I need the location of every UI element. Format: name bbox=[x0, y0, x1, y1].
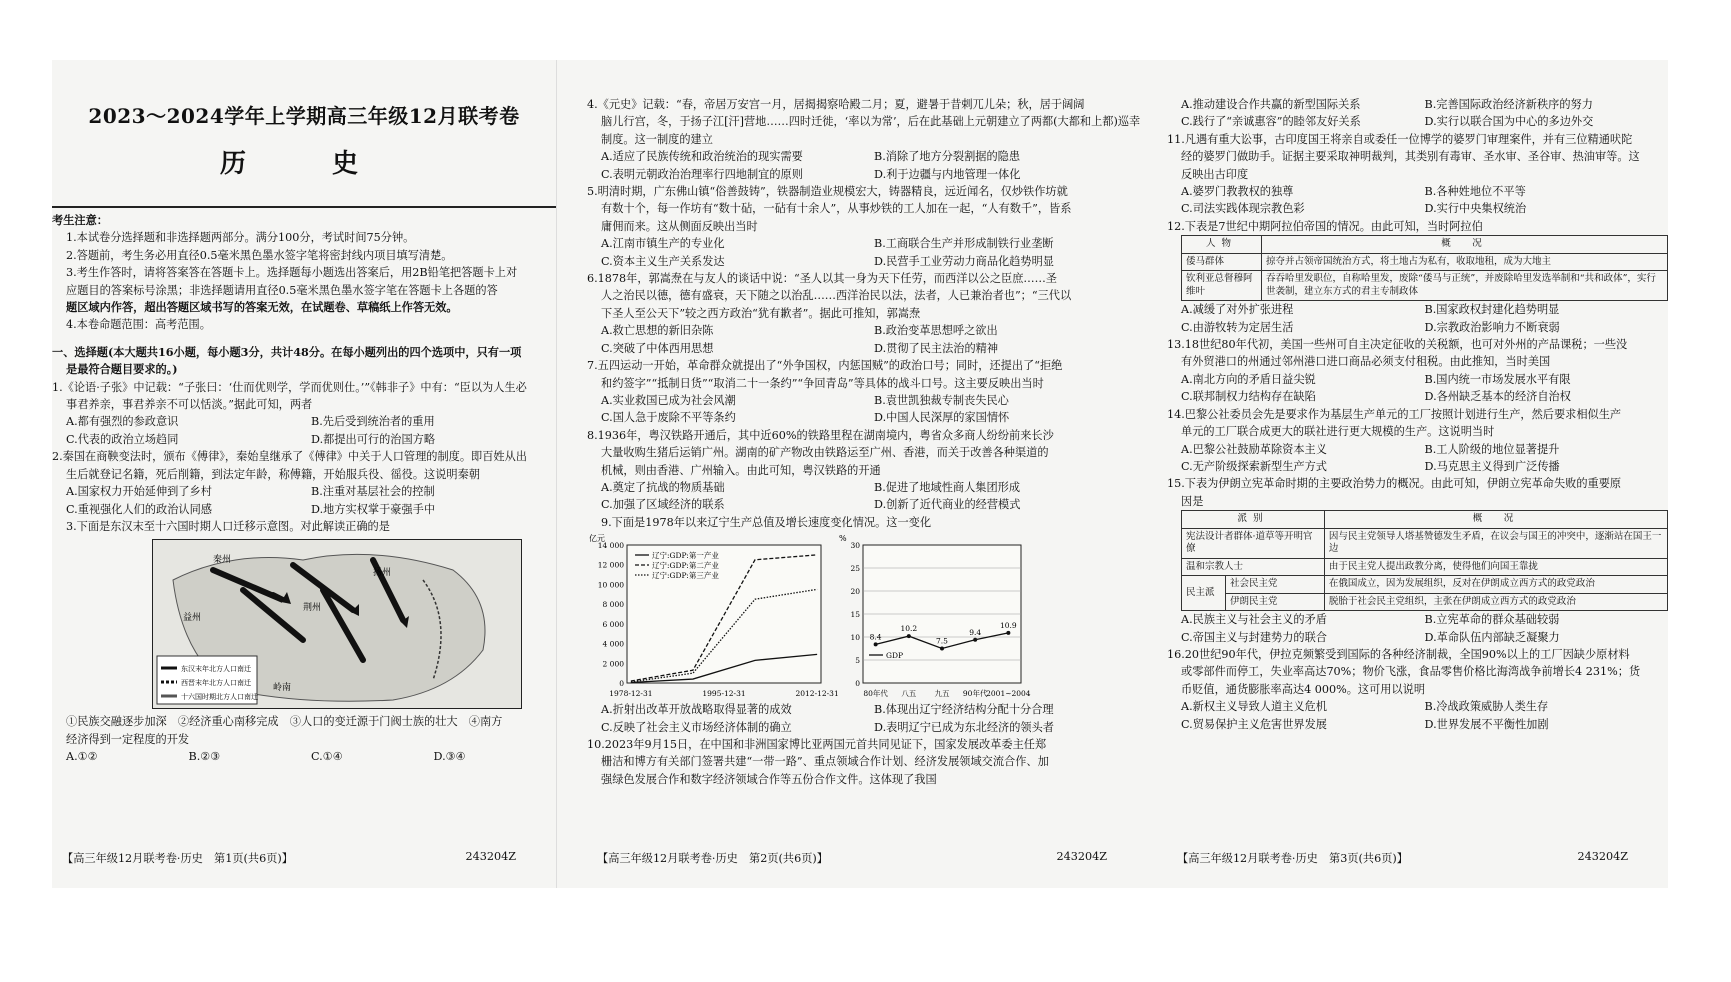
y-tick-label: 10 bbox=[850, 633, 860, 643]
question-text: 下圣人至公天下”较之西方政治“犹有歉者”。据此可推知，郭嵩焘 bbox=[601, 306, 921, 320]
y-tick-label: 14 000 bbox=[597, 541, 624, 551]
option-b: B.体现出辽宁经济结构分配十分合理 bbox=[874, 703, 1054, 717]
data-label: 10.2 bbox=[900, 624, 918, 634]
table-row bbox=[1182, 558, 1668, 576]
table-cell: 倭马群体 bbox=[1182, 253, 1262, 271]
option-c: C.司法实践体现宗教色彩 bbox=[1181, 202, 1305, 216]
notice-item: 应题目的答案标号涂黑；非选择题请用直径0.5毫米黑色墨水签字笔在答题卡上各题的答 bbox=[66, 283, 498, 297]
question-4 bbox=[587, 96, 1147, 183]
question-text: 和约签字”“抵制日货”“取消二十一条约”“争回青岛”等具体的战斗口号。这主要反映出当时 bbox=[601, 376, 1044, 390]
option-d: D.马克思主义得到广泛传播 bbox=[1424, 459, 1560, 473]
options bbox=[587, 392, 1147, 427]
options bbox=[587, 148, 1147, 183]
question-text: 大量收购生猪后运销广州。湖南的矿产物改由铁路运至广州、香港，而关于改善各种渠道的 bbox=[601, 446, 1049, 460]
option-c: C.由游牧转为定居生活 bbox=[1181, 320, 1294, 334]
options bbox=[587, 235, 1147, 270]
page-footer bbox=[52, 850, 556, 866]
question-text: 8.1936年，粤汉铁路开通后，其中近60%的铁路里程在湖南境内，粤省众多商人纷纷前来长沙 bbox=[587, 428, 1054, 442]
option-d: D.世界发展不平衡性加剧 bbox=[1424, 717, 1549, 731]
gdp-sector-chart bbox=[587, 531, 839, 701]
paper-code: 243204Z bbox=[1577, 850, 1628, 863]
option-b: B.工商联合生产并形成制铁行业垄断 bbox=[874, 237, 1054, 251]
y-tick-label: 0 bbox=[855, 679, 860, 689]
options bbox=[587, 701, 1147, 736]
option-b: B.消除了地方分裂割据的隐患 bbox=[874, 150, 1021, 164]
question-text: 15.下表为伊朗立宪革命时期的主要政治势力的概况。由此可知，伊朗立宪革命失败的重要原 bbox=[1167, 477, 1622, 491]
question-text: 12.下表是7世纪中期阿拉伯帝国的情况。由此可知，当时阿拉伯 bbox=[1167, 219, 1483, 233]
question-text: 1.《论语·子张》中记载：“子张曰：‘仕而优则学，学而优则仕。’”《韩非子》中有：“臣以为人生必 bbox=[52, 380, 527, 394]
x-tick-label: 2001~2004 bbox=[986, 689, 1031, 699]
data-point bbox=[940, 647, 944, 651]
table-cell: 伊朗民主党 bbox=[1226, 593, 1325, 611]
options bbox=[1167, 698, 1668, 733]
option-c: C.国人急于废除不平等条约 bbox=[601, 411, 736, 425]
x-tick-label: 1995-12-31 bbox=[702, 689, 746, 699]
question-text: 单元的工厂联合成更大的联社进行更大规模的生产。这说明当时 bbox=[1181, 425, 1495, 439]
question-text: 2.秦国在商鞅变法时，颁布《傅律》，秦始皇继承了《傅律》中关于人口管理的制度。即百姓从出 bbox=[52, 450, 527, 464]
y-tick-label: 5 bbox=[855, 656, 860, 666]
x-tick-label: 2012-12-31 bbox=[795, 689, 839, 699]
question-text: 有数十个，每一作坊有“数十砧，一砧有十余人”，从事炒铁的工人加在一起，“人有数千”，皆系 bbox=[601, 202, 1072, 216]
question-text: 制度。这一制度的建立 bbox=[601, 132, 713, 146]
notice-item: 3.考生作答时，请将答案答在答题卡上。选择题每小题选出答案后，用2B铅笔把答题卡上对 bbox=[66, 266, 518, 280]
question-text: 人之治民以德，德有盛衰，天下随之以治乱……西洋治民以法，法者，人已兼治者也”；“三代以 bbox=[601, 289, 1072, 303]
option-b: B.促进了地域性商人集团形成 bbox=[874, 480, 1021, 494]
notice-item: 题区域内作答，超出答题区域书写的答案无效，在试题卷、草稿纸上作答无效。 bbox=[66, 300, 458, 315]
table-header: 概 况 bbox=[1262, 236, 1668, 254]
table-wrapper bbox=[1167, 510, 1668, 611]
option-d: D.③④ bbox=[433, 750, 466, 764]
question-text: 反映出古印度 bbox=[1181, 167, 1249, 181]
notice-title: 考生注意： bbox=[52, 213, 108, 227]
page-footer bbox=[587, 850, 1147, 866]
question-text: 4.《元史》记载：“春，帝居万安宫一月，居揭揭察哈殿二月；夏，避暑于昔剌兀儿朵；秋，居于阔阔 bbox=[587, 98, 1085, 111]
question-3 bbox=[52, 518, 556, 766]
question-text: 或零部件而停工，失业率高达70%；物价飞涨，食品零售价格比海湾战争前增长4 231%；货 bbox=[1181, 665, 1641, 679]
option-d: D.创新了近代商业的经营模式 bbox=[874, 498, 1021, 512]
data-point bbox=[973, 638, 977, 642]
question-5 bbox=[587, 183, 1147, 270]
table-row bbox=[1182, 253, 1668, 271]
x-tick-label: 90年代 bbox=[962, 689, 988, 699]
legend-label: 西晋末年北方人口南迁 bbox=[181, 679, 251, 688]
table-header: 概 况 bbox=[1324, 511, 1667, 529]
option-b: B.国内统一市场发展水平有限 bbox=[1424, 372, 1571, 386]
option-b: B.冷战政策威胁人类生存 bbox=[1424, 700, 1549, 714]
table-cell: 民主派 bbox=[1182, 576, 1226, 611]
data-label: 7.5 bbox=[936, 636, 948, 646]
question-items: ①民族交融逐步加深 ②经济重心南移完成 ③人口的变迁源于门阀士族的壮大 ④南方 bbox=[66, 715, 503, 729]
y-tick-label: 0 bbox=[619, 679, 624, 689]
exam-title: 2023～2024学年上学期高三年级12月联考卷 bbox=[88, 104, 520, 128]
section-heading: 一、选择题(本大题共16小题，每小题3分，共计48分。在每小题列出的四个选项中，只有一项 bbox=[52, 344, 522, 359]
section-heading-cont: 是最符合题目要求的。) bbox=[66, 362, 178, 377]
map-label: 岭南 bbox=[273, 683, 292, 694]
options bbox=[1167, 611, 1668, 646]
question-16 bbox=[1167, 646, 1668, 733]
question-text: 7.五四运动一开始，革命群众就提出了“外争国权，内惩国贼”的政治口号；同时，还提出了“拒绝 bbox=[587, 359, 1063, 373]
options bbox=[587, 479, 1147, 514]
option-a: A.折射出改革开放战略取得显著的成效 bbox=[601, 703, 792, 717]
map-graphic bbox=[153, 540, 521, 708]
question-text: 有外贸港口的州通过邻州港口进口商品必须支付租税。由此推知，当时美国 bbox=[1181, 355, 1551, 369]
x-tick-label: 1978-12-31 bbox=[609, 689, 653, 699]
option-d: D.表明辽宁已成为东北经济的领头者 bbox=[874, 720, 1054, 734]
question-10 bbox=[587, 736, 1147, 788]
legend-label: 东汉末年北方人口南迁 bbox=[181, 665, 251, 674]
table-cell: 宪法设计者群体·道草等开明官僚 bbox=[1182, 528, 1325, 558]
option-b: B.先后受到统治者的重用 bbox=[311, 415, 435, 429]
table-header-row bbox=[1182, 236, 1668, 254]
option-a: A.奠定了抗战的物质基础 bbox=[601, 480, 725, 494]
question-text: 脑儿行宫，冬，于扬子江[汗]营地……四时迁徙，‘率以为常’，后在此基础上元朝建立了两都(大都和上都)巡幸 bbox=[601, 115, 1141, 129]
subject-title: 历 史 bbox=[219, 149, 388, 179]
option-c: C.联邦制权力结构存在缺陷 bbox=[1181, 390, 1316, 404]
page-3 bbox=[1167, 60, 1668, 888]
data-point bbox=[1006, 631, 1010, 635]
table-row bbox=[1182, 271, 1668, 301]
y-tick-label: 12 000 bbox=[597, 560, 624, 570]
question-text: 5.明清时期，广东佛山镇“俗善鼓铸”，铁器制造业规模宏大，铸器精良，远近闻名，仅炒铁作坊就 bbox=[587, 185, 1068, 199]
data-point bbox=[907, 634, 911, 638]
table-cell: 温和宗教人士 bbox=[1182, 558, 1325, 576]
x-tick-label: 80年代 bbox=[863, 689, 888, 699]
option-a: A.新权主义导致人道主义危机 bbox=[1181, 700, 1327, 714]
option-a: A.南北方向的矛盾日益尖锐 bbox=[1181, 372, 1316, 386]
question-1 bbox=[52, 379, 556, 449]
q12-table bbox=[1181, 235, 1668, 301]
y-tick-label: 4 000 bbox=[602, 639, 624, 649]
notice-list bbox=[52, 229, 556, 333]
table-cell: 掠夺并占领帝国统治方式，将土地占为私有，收取地租，成为大地主 bbox=[1262, 253, 1668, 271]
option-c: C.践行了“亲诚惠容”的睦邻友好关系 bbox=[1181, 115, 1361, 129]
notice-item: 1.本试卷分选择题和非选择题两部分。满分100分，考试时间75分钟。 bbox=[66, 231, 415, 245]
option-b: B.袁世凯独裁专制丧失民心 bbox=[874, 393, 1009, 407]
table-cell: 由于民主党人提出政教分离，使得他们向国王靠拢 bbox=[1324, 558, 1667, 576]
option-c: C.代表的政治立场趋同 bbox=[66, 432, 179, 446]
y-tick-label: 10 000 bbox=[597, 580, 624, 590]
option-c: C.突破了中体西用思想 bbox=[601, 341, 714, 355]
option-b: B.②③ bbox=[188, 750, 221, 764]
y-tick-label: 30 bbox=[850, 541, 860, 551]
option-a: A.实业救国已成为社会风潮 bbox=[601, 393, 736, 407]
paper-code: 243204Z bbox=[1056, 850, 1107, 863]
option-d: D.革命队伍内部缺乏凝聚力 bbox=[1424, 630, 1560, 644]
option-d: D.宗教政治影响力不断衰弱 bbox=[1424, 320, 1560, 334]
question-14 bbox=[1167, 406, 1668, 476]
map-label: 扬州 bbox=[373, 568, 392, 579]
option-c: C.帝国主义与封建势力的联合 bbox=[1181, 630, 1327, 644]
y-tick-label: 8 000 bbox=[602, 600, 624, 610]
option-d: D.都提出可行的治国方略 bbox=[311, 432, 436, 446]
option-b: B.工人阶级的地位显著提升 bbox=[1424, 442, 1560, 456]
question-8 bbox=[587, 427, 1147, 514]
options bbox=[52, 413, 556, 448]
exam-paper bbox=[52, 60, 1668, 888]
table-cell: 脱胎于社会民主党组织，主张在伊朗成立西方式的政党政治 bbox=[1324, 593, 1667, 611]
footer-label: 【高三年级12月联考卷·历史 第2页(共6页)】 bbox=[597, 852, 828, 865]
table-row bbox=[1182, 576, 1668, 594]
legend-label: 辽宁:GDP:第一产业 bbox=[652, 551, 719, 561]
y-tick-label: 6 000 bbox=[602, 620, 624, 630]
option-b: B.国家政权封建化趋势明显 bbox=[1424, 303, 1560, 317]
table-cell: 社会民主党 bbox=[1226, 576, 1325, 594]
question-text: 16.20世纪90年代，伊拉克频繁受到国际的各种经济制裁，全国90%以上的工厂因缺少原材料 bbox=[1167, 647, 1630, 661]
option-c: C.资本主义生产关系发达 bbox=[601, 254, 725, 268]
option-b: B.立宪革命的群众基础较弱 bbox=[1424, 613, 1560, 627]
option-c: C.表明元朝政治治理率行四地制宜的原则 bbox=[601, 167, 803, 181]
option-c: C.①④ bbox=[311, 750, 343, 764]
y-tick-label: 20 bbox=[850, 587, 860, 597]
question-text: 经的婆罗门做助手。证据主要采取神明裁判，其类别有毒审、圣水审、圣谷审、热油审等。这 bbox=[1181, 150, 1640, 164]
table-header: 人物 bbox=[1182, 236, 1262, 254]
option-d: D.地方实权掌于豪强手中 bbox=[311, 502, 436, 516]
map-label: 荆州 bbox=[303, 603, 322, 614]
notice-item: 2.答题前，考生务必用直径0.5毫米黑色墨水签字笔将密封线内项目填写清楚。 bbox=[66, 248, 453, 262]
option-d: D.实行中央集权统治 bbox=[1424, 202, 1527, 216]
options bbox=[1167, 371, 1668, 406]
option-c: C.反映了社会主义市场经济体制的确立 bbox=[601, 720, 792, 734]
options bbox=[1167, 301, 1668, 336]
page-1 bbox=[52, 60, 557, 888]
question-text: 3.下面是东汉末至十六国时期人口迁移示意图。对此解读正确的是 bbox=[66, 519, 390, 533]
table-row bbox=[1182, 593, 1668, 611]
question-text: 14.巴黎公社委员会先是要求作为基层生产单元的工厂按照计划进行生产，然后要求相似生产 bbox=[1167, 407, 1622, 421]
table-cell: 因与民主党领导人塔基赞德发生矛盾，在议会与国王的冲突中，逐渐站在国王一边 bbox=[1324, 528, 1667, 558]
option-a: A.推动建设合作共赢的新型国际关系 bbox=[1181, 98, 1361, 111]
table-header: 派别 bbox=[1182, 511, 1325, 529]
options bbox=[52, 748, 556, 765]
chart-area bbox=[587, 531, 1147, 701]
question-items: 经济得到一定程度的开发 bbox=[66, 732, 190, 746]
question-text: 机械，则由香港、广州输入。由此可知，粤汉铁路的开通 bbox=[601, 463, 881, 477]
page-footer bbox=[1167, 850, 1668, 866]
option-b: B.注重对基层社会的控制 bbox=[311, 485, 435, 499]
question-text: 生后就登记名籍，死后削籍，到法定年龄，称傅籍，开始服兵役、徭役。这说明秦朝 bbox=[66, 467, 480, 481]
footer-label: 【高三年级12月联考卷·历史 第3页(共6页)】 bbox=[1177, 852, 1408, 865]
question-10-options bbox=[1167, 96, 1668, 131]
option-a: A.江南市镇生产的专业化 bbox=[601, 237, 725, 251]
y-axis-label: 亿元 bbox=[589, 534, 605, 544]
data-label: 8.4 bbox=[869, 632, 882, 642]
question-13 bbox=[1167, 336, 1668, 406]
notice-item: 4.本卷命题范围：高考范围。 bbox=[66, 318, 211, 332]
question-text: 币贬值，通货膨胀率高达4 000%。这可用以说明 bbox=[1181, 682, 1426, 696]
question-2 bbox=[52, 448, 556, 518]
x-tick-label: 八五 bbox=[901, 689, 917, 699]
option-d: D.中国人民深厚的家国情怀 bbox=[874, 411, 1010, 425]
option-a: A.巴黎公社鼓励革除资本主义 bbox=[1181, 442, 1327, 456]
option-b: B.各种姓地位不平等 bbox=[1424, 185, 1526, 199]
question-text: 栅洁和博方有关部门签署共建“一带一路”、重点领域合作计划、经济发展领域交流合作、加 bbox=[601, 755, 1049, 769]
page-2 bbox=[587, 60, 1147, 888]
legend-label: 十六国时期北方人口南迁 bbox=[181, 693, 258, 702]
option-b: B.政治变革思想呼之欲出 bbox=[874, 324, 998, 338]
option-c: C.贸易保护主义危害世界发展 bbox=[1181, 717, 1327, 731]
paper-code: 243204Z bbox=[465, 850, 516, 863]
question-text: 因是 bbox=[1181, 494, 1204, 508]
question-9 bbox=[587, 514, 1147, 736]
question-11 bbox=[1167, 131, 1668, 218]
question-text: 6.1878年，郭嵩焘在与友人的谈话中说：“圣人以其一身为天下任劳，而西洋以公之臣庶……圣 bbox=[587, 272, 1057, 286]
option-d: D.贯彻了民主法治的精神 bbox=[874, 341, 999, 355]
data-label: 10.9 bbox=[1000, 621, 1017, 631]
question-text: 强绿色发展合作和数字经济领域合作等五份合作文件。这体现了我国 bbox=[601, 772, 937, 786]
option-c: C.重视强化人们的政治认同感 bbox=[66, 502, 212, 516]
legend-label: 辽宁:GDP:第三产业 bbox=[652, 571, 719, 581]
question-7 bbox=[587, 357, 1147, 427]
option-d: D.实行以联合国为中心的多边外交 bbox=[1424, 115, 1594, 129]
option-c: C.无产阶级探索新型生产方式 bbox=[1181, 459, 1327, 473]
table-row bbox=[1182, 528, 1668, 558]
y-tick-label: 25 bbox=[850, 564, 860, 574]
data-label: 9.4 bbox=[969, 627, 982, 637]
title-divider bbox=[52, 206, 556, 208]
options bbox=[52, 483, 556, 518]
options bbox=[1167, 183, 1668, 218]
question-text: 事君养亲，事君养亲不可以恬淡。”据此可知，两者 bbox=[66, 398, 313, 412]
option-c: C.加强了区域经济的联系 bbox=[601, 498, 725, 512]
table-header-row bbox=[1182, 511, 1668, 529]
data-point bbox=[874, 643, 878, 647]
x-tick-label: 九五 bbox=[934, 689, 950, 699]
question-12 bbox=[1167, 218, 1668, 336]
option-b: B.完善国际政治经济新秩序的努力 bbox=[1424, 98, 1593, 111]
question-text: 10.2023年9月15日，在中国和非洲国家博比亚两国元首共同见证下，国家发展改革委主任郑 bbox=[587, 737, 1047, 751]
options bbox=[587, 322, 1147, 357]
option-a: A.①② bbox=[66, 750, 98, 764]
legend-label: GDP bbox=[886, 651, 904, 661]
y-tick-label: 15 bbox=[850, 610, 860, 620]
option-a: A.国家权力开始延伸到了乡村 bbox=[66, 485, 212, 499]
option-a: A.都有强烈的参政意识 bbox=[66, 415, 179, 429]
table-cell: 钦利亚总督穆阿维叶 bbox=[1182, 271, 1262, 301]
gdp-growth-chart bbox=[837, 531, 1031, 701]
footer-label: 【高三年级12月联考卷·历史 第1页(共6页)】 bbox=[62, 852, 293, 865]
question-6 bbox=[587, 270, 1147, 357]
q15-table bbox=[1181, 510, 1668, 611]
option-a: A.减缓了对外扩张进程 bbox=[1181, 303, 1294, 317]
option-d: D.各州缺乏基本的经济自治权 bbox=[1424, 390, 1571, 404]
map-label: 益州 bbox=[183, 613, 202, 624]
map-label: 秦州 bbox=[213, 555, 232, 566]
table-cell: 吞吞哈里发职位，自称哈里发，废除“倭马与正统”，并废除哈里发选举制和“共和政体”，实行世袭制，建立东方式的君主专制政体 bbox=[1262, 271, 1668, 301]
option-d: D.民营手工业劳动力商品化趋势明显 bbox=[874, 254, 1054, 268]
question-text: 11.凡遇有重大讼事，古印度国王将亲自或委任一位博学的婆罗门审理案件，并有三位精通吠陀 bbox=[1167, 132, 1633, 146]
table-wrapper bbox=[1167, 235, 1668, 301]
y-tick-label: 2 000 bbox=[602, 659, 624, 669]
question-text: 9.下面是1978年以来辽宁生产总值及增长速度变化情况。这一变化 bbox=[601, 515, 932, 529]
legend-label: 辽宁:GDP:第二产业 bbox=[652, 561, 719, 571]
options bbox=[1167, 441, 1668, 476]
option-d: D.利于边疆与内地管理一体化 bbox=[874, 167, 1021, 181]
question-text: 13.18世纪80年代初，美国一些州可自主决定征收的关税额，也可对外州的产品课税；一些没 bbox=[1167, 338, 1628, 352]
migration-map bbox=[152, 539, 522, 709]
option-a: A.救亡思想的新旧杂陈 bbox=[601, 324, 714, 338]
option-a: A.婆罗门教教权的独尊 bbox=[1181, 185, 1294, 199]
y-axis-label: % bbox=[839, 534, 847, 544]
option-a: A.民族主义与社会主义的矛盾 bbox=[1181, 613, 1327, 627]
option-a: A.适应了民族传统和政治统治的现实需要 bbox=[601, 150, 803, 164]
question-15 bbox=[1167, 475, 1668, 646]
question-text: 庸佣而来。这从侧面反映出当时 bbox=[601, 219, 758, 233]
table-cell: 在俄国成立，因为发展组织，反对在伊朗成立西方式的政党政治 bbox=[1324, 576, 1667, 594]
